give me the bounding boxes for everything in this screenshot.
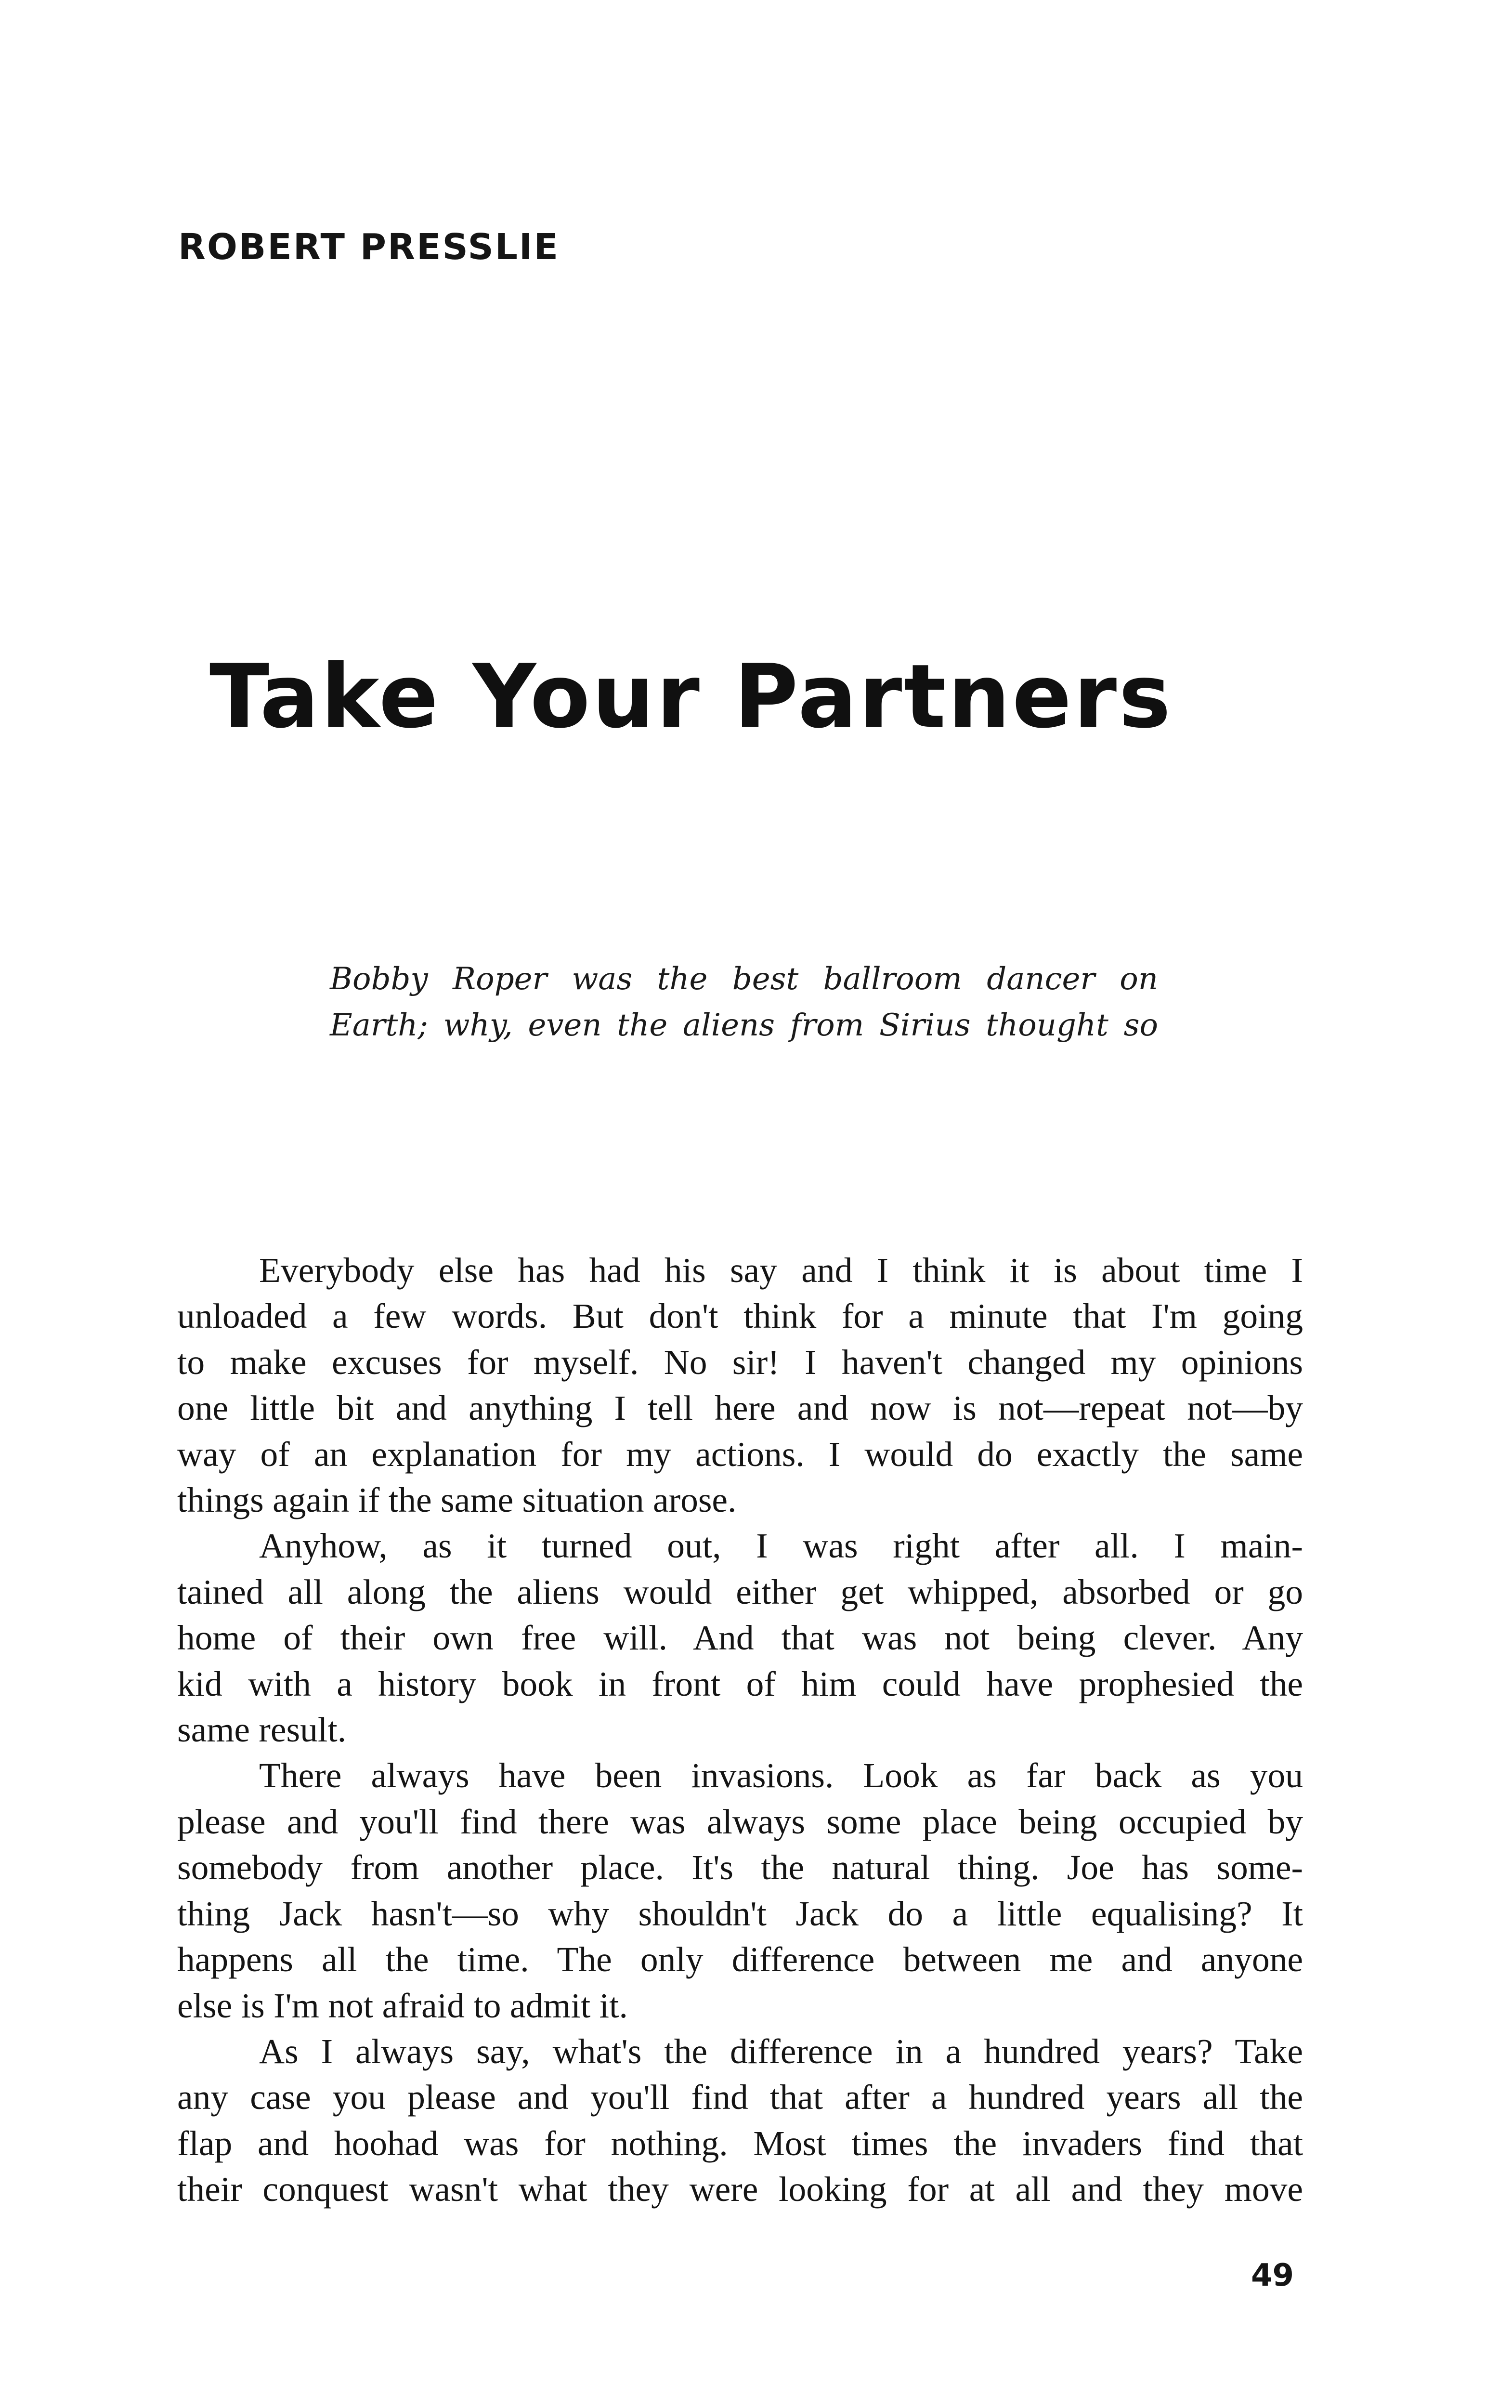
text-line: to make excuses for myself. No sir! I haven't changed my opinions [177, 1342, 1303, 1382]
text-line: tained all along the aliens would either get whipped, absorbed or go [177, 1572, 1303, 1611]
text-line: one little bit and anything I tell here and now is not—repeat not—by [177, 1388, 1303, 1428]
story-subtitle [330, 956, 1158, 1048]
paragraph [177, 1753, 1303, 2028]
text-line: kid with a history book in front of him could have prophesied the [177, 1664, 1303, 1703]
subtitle-line: Bobby Roper was the best ballroom dancer on [330, 961, 1158, 997]
text-line: happens all the time. The only difference between me and anyone [177, 1940, 1303, 1979]
text-line: flap and hoohad was for nothing. Most times the invaders find that [177, 2123, 1303, 2163]
page-number: 49 [1251, 2258, 1294, 2293]
text-line: As I always say, what's the difference in a hundred years? Take [259, 2031, 1303, 2071]
text-line: Everybody else has had his say and I think it is about time I [259, 1251, 1303, 1290]
text-line: way of an explanation for my actions. I would do exactly the same [177, 1434, 1303, 1474]
subtitle-line: Earth; why, even the aliens from Sirius thought so [330, 1008, 1158, 1043]
text-line: thing Jack hasn't—so why shouldn't Jack do a little equalising? It [177, 1894, 1303, 1933]
text-line: There always have been invasions. Look as far back as you [259, 1756, 1303, 1795]
text-line: somebody from another place. It's the natural thing. Joe has some- [177, 1848, 1303, 1887]
text-line: else is I'm not afraid to admit it. [177, 1986, 628, 2025]
paragraph [177, 2028, 1303, 2212]
text-line: home of their own free will. And that was not being clever. Any [177, 1618, 1303, 1658]
paragraph [177, 1247, 1303, 1523]
author-name: ROBERT PRESSLIE [178, 226, 560, 268]
text-line: unloaded a few words. But don't think for a minute that I'm going [177, 1296, 1303, 1336]
text-line: their conquest wasn't what they were looking for at all and they move [177, 2170, 1303, 2209]
paragraph [177, 1523, 1303, 1753]
story-body [177, 1247, 1303, 2212]
text-line: same result. [177, 1710, 347, 1750]
text-line: things again if the same situation arose. [177, 1480, 737, 1520]
story-title: Take Your Partners [209, 645, 1173, 747]
text-line: Anyhow, as it turned out, I was right after all. I main- [259, 1526, 1303, 1566]
text-line: any case you please and you'll find that after a hundred years all the [177, 2078, 1303, 2117]
text-line: please and you'll find there was always some place being occupied by [177, 1802, 1303, 1841]
